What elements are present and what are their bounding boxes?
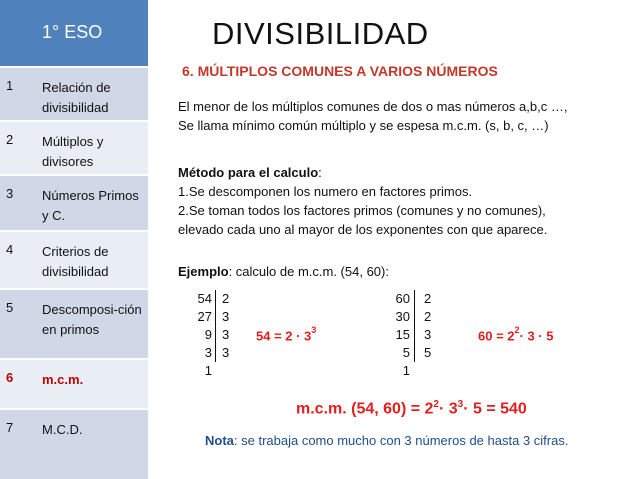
factor60-dividends: 60 30 15 5 1: [395, 291, 410, 378]
sidebar-item-number: 7: [6, 420, 14, 435]
sidebar-item-label: M.C.D.: [42, 422, 83, 437]
sidebar-item-label: Descomposi-ción en primos: [42, 302, 142, 337]
definition-line-2: Se llama mínimo común múltiplo y se espesa m.c.m. (s, b, c, …): [178, 118, 549, 133]
sidebar-item-mcd[interactable]: [0, 408, 148, 479]
sidebar-item-descomposicion[interactable]: [0, 288, 148, 358]
sidebar-item-number: 1: [6, 78, 14, 93]
factor60-formula: $60 = 2^2\cdot 3 \cdot 5$: [478, 325, 554, 344]
sidebar-item-number: 4: [6, 242, 14, 257]
factor54-divisors: 2 3 3 3: [222, 291, 230, 360]
example-heading: Ejemplo: [178, 264, 229, 279]
sidebar-item-label: Criterios de divisibilidad: [42, 244, 109, 279]
sidebar-menu: [0, 0, 148, 479]
sidebar-item-number: 2: [6, 132, 14, 147]
factor54-divider: [215, 290, 216, 362]
factor54-dividends: 54 27 9 3 1: [197, 291, 212, 378]
method-heading-line: Método para el calculo:: [178, 165, 322, 180]
sidebar-item-primos[interactable]: [0, 174, 148, 230]
sidebar-item-multiplos[interactable]: [0, 120, 148, 174]
method-line-3: elevado cada uno al mayor de los exponentes con que aparece.: [178, 222, 548, 237]
factor60-divider: [414, 290, 415, 362]
section-subtitle: 6. MÚLTIPLOS COMUNES A VARIOS NÚMEROS: [182, 63, 498, 79]
sidebar-item-relacion[interactable]: [0, 66, 148, 120]
mcm-result: m.c.m. (54, $60) = 2^2\cdot 3^3\cdot 5 = 540$: [296, 399, 527, 418]
note-line: [205, 433, 568, 448]
example-line: [178, 262, 389, 281]
sidebar-header: [0, 0, 148, 66]
method-line-2: 2.Se toman todos los factores primos (comunes y no comunes),: [178, 203, 546, 218]
sidebar-item-label: Relación de divisibilidad: [42, 80, 111, 115]
method-heading: Método para el calculo: [178, 165, 319, 180]
definition-line-1: El menor de los múltiplos comunes de dos o mas números a,b,c …,: [178, 99, 568, 114]
sidebar-item-criterios[interactable]: [0, 230, 148, 288]
factor54-formula: $54 = 2 \cdot 3^3$: [256, 325, 317, 344]
page-title: DIVISIBILIDAD: [212, 16, 429, 51]
note-label: Nota: [205, 433, 234, 448]
course-label: 1° ESO: [42, 22, 103, 42]
sidebar-item-label: Números Primos y C.: [42, 188, 139, 223]
note-text: : se trabaja como mucho con 3 números de hasta 3 cifras.: [233, 433, 569, 448]
example-text: : calculo de m.c.m. (54, 60):: [228, 264, 389, 279]
sidebar-item-number: 3: [6, 186, 14, 201]
factor60-divisors: 2 2 3 5: [424, 291, 432, 360]
sidebar-item-mcm[interactable]: [0, 358, 148, 408]
sidebar-item-label: Múltiplos y divisores: [42, 134, 104, 169]
method-line-1: 1.Se descomponen los numero en factores primos.: [178, 184, 473, 199]
sidebar-item-number: 6: [6, 370, 14, 385]
sidebar-item-label: m.c.m.: [42, 372, 84, 387]
sidebar-item-number: 5: [6, 300, 14, 315]
